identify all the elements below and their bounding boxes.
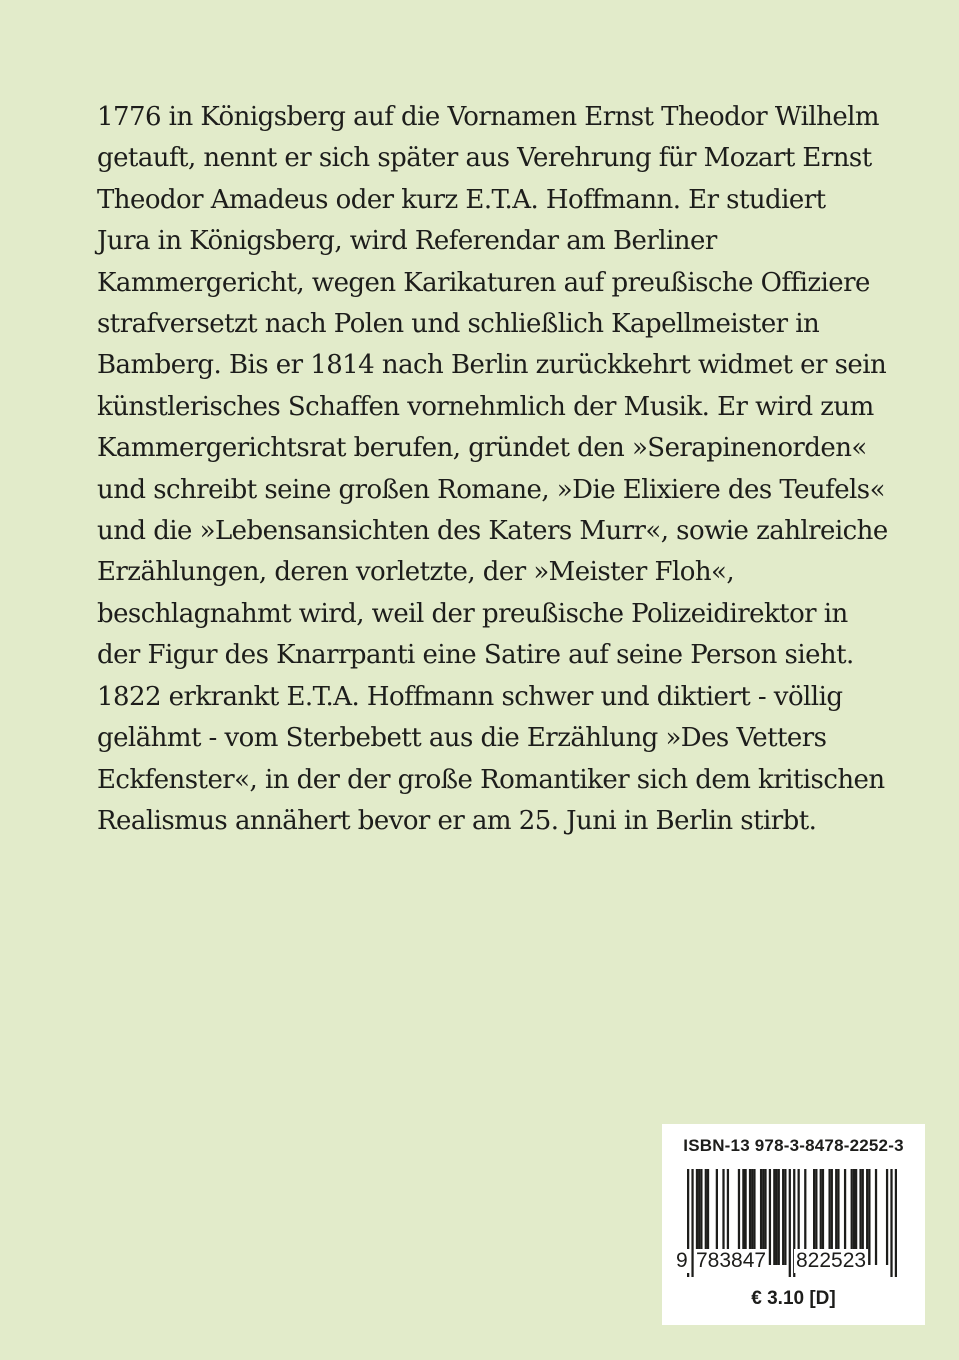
blurb-line: strafversetzt nach Polen und schließlich Kapellmeister in <box>97 309 820 340</box>
blurb-line: Theodor Amadeus oder kurz E.T.A. Hoffmann. Er studiert <box>97 184 826 215</box>
blurb-line: Jura in Königsberg, wird Referendar am Berliner <box>97 226 717 257</box>
blurb-line: Kammergericht, wegen Karikaturen auf preußische Offiziere <box>97 267 870 298</box>
isbn-label: ISBN-13 978-3-8478-2252-3 <box>683 1136 904 1155</box>
barcode-digit-first: 9 <box>676 1249 688 1272</box>
blurb-line: 1822 erkrankt E.T.A. Hoffmann schwer und diktiert - völlig <box>97 681 843 712</box>
blurb-line: der Figur des Knarrpanti eine Satire auf seine Person sieht. <box>97 640 854 671</box>
blurb-line: 1776 in Königsberg auf die Vornamen Ernst Theodor Wilhelm <box>97 102 880 132</box>
barcode-digits <box>674 1249 914 1279</box>
blurb-line: beschlagnahmt wird, weil der preußische Polizeidirektor in <box>97 598 848 629</box>
blurb-line: Kammergerichtsrat berufen, gründet den »Serapinenorden« <box>97 433 867 464</box>
blurb-line: getauft, nennt er sich später aus Verehrung für Mozart Ernst <box>97 143 872 174</box>
barcode-digits-right: 822523 <box>796 1249 867 1272</box>
blurb-line: Erzählungen, deren vorletzte, der »Meister Floh«, <box>97 557 735 588</box>
price-label: € 3.10 [D] <box>751 1288 836 1309</box>
blurb-line: Bamberg. Bis er 1814 nach Berlin zurückkehrt widmet er sein <box>97 350 887 381</box>
blurb-text <box>97 97 888 842</box>
blurb-line: und die »Lebensansichten des Katers Murr«, sowie zahlreiche <box>97 516 888 547</box>
blurb-line: Realismus annähert bevor er am 25. Juni in Berlin stirbt. <box>97 805 817 836</box>
barcode-box <box>662 1124 925 1325</box>
blurb-line: und schreibt seine großen Romane, »Die Elixiere des Teufels« <box>97 474 885 505</box>
blurb-line: gelähmt - vom Sterbebett aus die Erzählung »Des Vetters <box>97 723 827 754</box>
blurb-line: künstlerisches Schaffen vornehmlich der Musik. Er wird zum <box>97 391 874 422</box>
barcode-digits-left: 783847 <box>696 1249 767 1272</box>
blurb-line: Eckfenster«, in der der große Romantiker sich dem kritischen <box>97 764 885 795</box>
